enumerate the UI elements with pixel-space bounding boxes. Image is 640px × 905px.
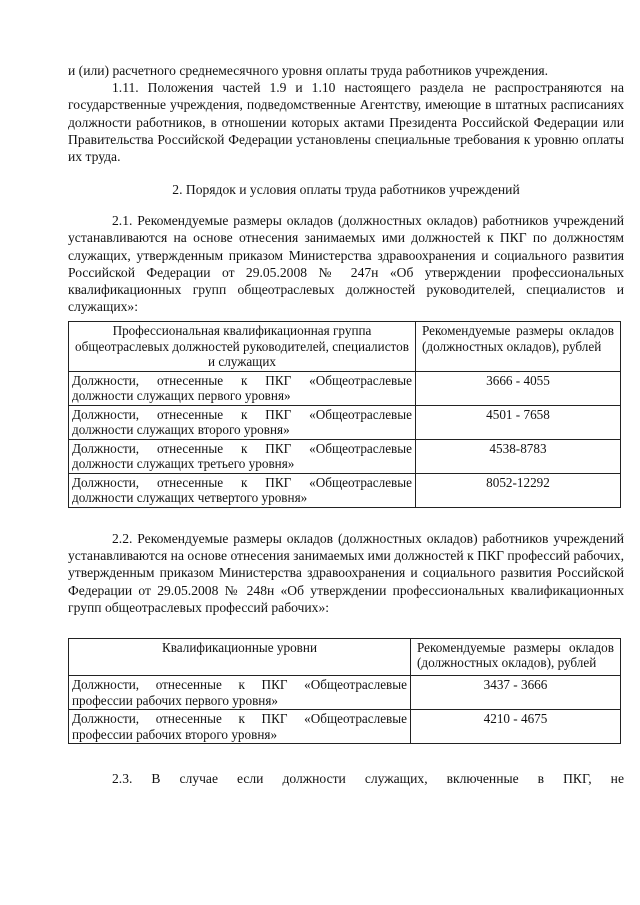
table-cell-group: Должности, отнесенные к ПКГ «Общеотраслевые профессии рабочих второго уровня» bbox=[69, 710, 411, 744]
table-row bbox=[69, 439, 621, 473]
table-row bbox=[69, 371, 621, 405]
table-cell-salary: 3437 - 3666 bbox=[411, 676, 621, 710]
table-cell-salary: 4538-8783 bbox=[416, 439, 621, 473]
paragraph-1-11: 1.11. Положения частей 1.9 и 1.10 настоящего раздела не распространяются на государственные учреждения, подведомственные Агентству, имеющие в штатных расписаниях должности работников, в отношении которых актами Президента Российской Федерации или Правительства Российской Федерации установлены специальные требования к уровню оплаты их труда. bbox=[68, 80, 624, 165]
table-row bbox=[69, 405, 621, 439]
paragraph-continuation: и (или) расчетного среднемесячного уровня оплаты труда работников учреждения. bbox=[68, 63, 549, 78]
document-page bbox=[68, 62, 624, 788]
table-header-levels: Квалификационные уровни bbox=[69, 638, 411, 676]
paragraph-2-1: 2.1. Рекомендуемые размеры окладов (должностных окладов) работников учреждений устанавливаются на основе отнесения занимаемых ими должностей к ПКГ по должностям служащих, утвержденным приказом Министерства здравоохранения и социального развития Российской Федерации от 29.05.2008 № 247н «Об утверждении профессиональных квалификационных групп общеотраслевых должностей руководителей, специалистов и служащих»: bbox=[68, 213, 624, 315]
table-header-row bbox=[69, 322, 621, 372]
table-cell-salary: 3666 - 4055 bbox=[416, 371, 621, 405]
table-cell-salary: 8052-12292 bbox=[416, 473, 621, 507]
table-cell-salary: 4210 - 4675 bbox=[411, 710, 621, 744]
table-cell-group: Должности, отнесенные к ПКГ «Общеотраслевые профессии рабочих первого уровня» bbox=[69, 676, 411, 710]
table-cell-salary: 4501 - 7658 bbox=[416, 405, 621, 439]
salary-table-employees bbox=[68, 321, 621, 508]
paragraph-2-3: 2.3. В случае если должности служащих, включенные в ПКГ, не bbox=[112, 771, 624, 787]
table-cell-group: Должности, отнесенные к ПКГ «Общеотраслевые должности служащих второго уровня» bbox=[69, 405, 416, 439]
table-cell-group: Должности, отнесенные к ПКГ «Общеотраслевые должности служащих четвертого уровня» bbox=[69, 473, 416, 507]
table-cell-group: Должности, отнесенные к ПКГ «Общеотраслевые должности служащих первого уровня» bbox=[69, 371, 416, 405]
table-row bbox=[69, 710, 621, 744]
table-header-salary: Рекомендуемые размеры окладов (должностных окладов), рублей bbox=[411, 638, 621, 676]
paragraph-2-2: 2.2. Рекомендуемые размеры окладов (должностных окладов) работников учреждений устанавливаются на основе отнесения занимаемых ими должностей к ПКГ профессий рабочих, утвержденным приказом Министерства здравоохранения и социального развития Российской Федерации от 29.05.2008 № 248н «Об утверждении профессиональных квалификационных групп общеотраслевых профессий рабочих»: bbox=[68, 530, 624, 615]
table-cell-group: Должности, отнесенные к ПКГ «Общеотраслевые должности служащих третьего уровня» bbox=[69, 439, 416, 473]
table-header-salary: Рекомендуемые размеры окладов (должностных окладов), рублей bbox=[416, 322, 621, 372]
table-header-group: Профессиональная квалификационная группа общеотраслевых должностей руководителей, специалистов и служащих bbox=[69, 322, 416, 372]
table-header-row bbox=[69, 638, 621, 676]
table-row bbox=[69, 473, 621, 507]
section-heading: 2. Порядок и условия оплаты труда работников учреждений bbox=[172, 182, 520, 198]
salary-table-workers bbox=[68, 638, 621, 745]
table-row bbox=[69, 676, 621, 710]
